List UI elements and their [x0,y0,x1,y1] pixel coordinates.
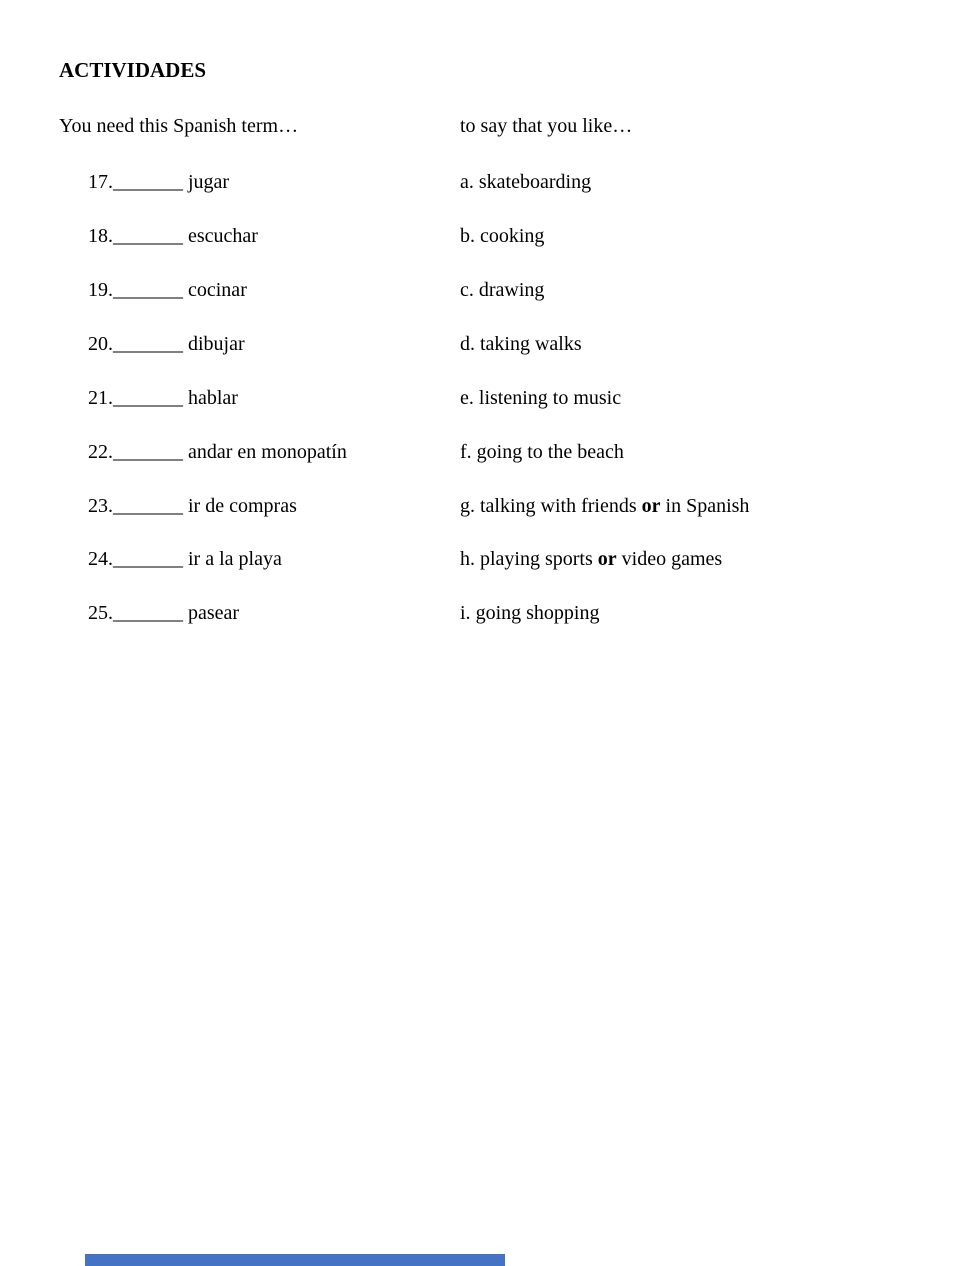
answer-blank[interactable]: _______ [113,548,183,570]
match-row [0,601,979,625]
option-letter: d. [460,333,475,355]
option-letter: a. [460,171,474,193]
right-column-header: to say that you like… [460,115,633,137]
option-text: cooking [475,225,545,247]
item-number: 24. [88,548,113,570]
answer-blank[interactable]: _______ [113,387,183,409]
spanish-term: cocinar [183,279,247,301]
answer-blank[interactable]: _______ [113,171,183,193]
column-headers-row [0,114,979,138]
spanish-term: jugar [183,171,230,193]
option-text-bold: or [641,495,661,517]
option-letter: g. [460,495,475,517]
match-row [0,440,979,464]
option-text: talking with friends [475,495,642,517]
option-text-bold: or [597,548,617,570]
item-number: 23. [88,495,113,517]
spanish-term: hablar [183,387,238,409]
option-letter: f. [460,441,472,463]
page-title: ACTIVIDADES [59,58,207,82]
option-text-post: in Spanish [660,495,750,517]
match-row [0,170,979,194]
option-text: going to the beach [471,441,624,463]
spanish-term: escuchar [183,225,258,247]
item-number: 25. [88,602,113,624]
spanish-term: ir de compras [183,495,297,517]
answer-blank[interactable]: _______ [113,495,183,517]
option-letter: h. [460,548,475,570]
spanish-term: pasear [183,602,240,624]
option-text: listening to music [473,387,622,409]
match-row [0,386,979,410]
match-row [0,278,979,302]
answer-blank[interactable]: _______ [113,225,183,247]
option-text: taking walks [475,333,582,355]
option-text: playing sports [475,548,598,570]
option-text: skateboarding [473,171,592,193]
option-letter: c. [460,279,474,301]
item-number: 19. [88,279,113,301]
item-number: 18. [88,225,113,247]
match-row [0,332,979,356]
item-number: 17. [88,171,113,193]
spanish-term: andar en monopatín [183,441,347,463]
match-row [0,224,979,248]
clipped-bottom-blue-bar [85,1254,505,1266]
item-number: 21. [88,387,113,409]
answer-blank[interactable]: _______ [113,333,183,355]
spanish-term: dibujar [183,333,245,355]
left-column-header: You need this Spanish term… [59,115,299,137]
item-number: 20. [88,333,113,355]
answer-blank[interactable]: _______ [113,279,183,301]
answer-blank[interactable]: _______ [113,602,183,624]
match-row [0,547,979,571]
answer-blank[interactable]: _______ [113,441,183,463]
option-letter: b. [460,225,475,247]
option-text: going shopping [470,602,600,624]
match-row [0,494,979,518]
option-text: drawing [473,279,545,301]
option-text-post: video games [616,548,723,570]
option-letter: e. [460,387,474,409]
spanish-term: ir a la playa [183,548,282,570]
item-number: 22. [88,441,113,463]
option-letter: i. [460,602,471,624]
